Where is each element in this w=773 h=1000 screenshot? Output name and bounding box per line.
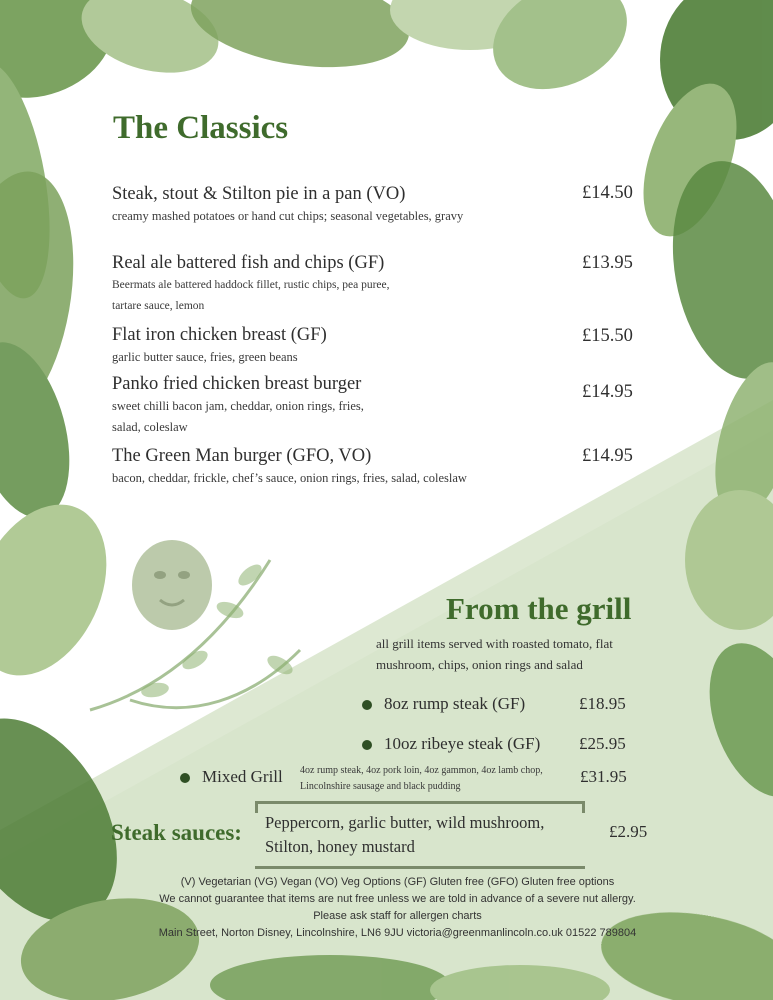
- sauce-line: Stilton, honey mustard: [265, 837, 415, 856]
- grill-item-price: £31.95: [580, 767, 627, 786]
- footer: [100, 874, 695, 942]
- allergen-note: Please ask staff for allergen charts: [313, 910, 482, 922]
- bullet-icon: [362, 740, 372, 750]
- grill-item: [362, 694, 525, 714]
- sauce-list: [265, 811, 544, 859]
- grill-item-name: 8oz rump steak (GF): [384, 694, 526, 713]
- menu-item: [112, 444, 484, 489]
- address-contact: Main Street, Norton Disney, Lincolnshire, LN6 9JU victoria@greenmanlincoln.co.uk 01522 789804: [158, 927, 637, 939]
- menu-item-price: £14.95: [582, 382, 633, 402]
- grill-item-price: £18.95: [579, 694, 626, 713]
- menu-item-desc: bacon, cheddar, frickle, chef’s sauce, onion rings, fries, salad, coleslaw: [112, 471, 467, 485]
- menu-item-name: Steak, stout & Stilton pie in a pan (VO): [112, 184, 406, 204]
- menu-item-desc: Beermats ale battered haddock fillet, rustic chips, pea puree, tartare sauce, lemon: [112, 279, 390, 312]
- grill-title: From the grill: [446, 591, 632, 626]
- menu-item: [112, 372, 484, 438]
- grill-intro: all grill items served with roasted tomato, flat mushroom, chips, onion rings and salad: [376, 636, 613, 672]
- menu-item: [112, 182, 484, 227]
- bullet-icon: [180, 773, 190, 783]
- menu-item: [112, 323, 484, 368]
- grill-item-desc: 4oz rump steak, 4oz pork loin, 4oz gammon, 4oz lamb chop, Lincolnshire sausage and black pudding: [300, 765, 543, 792]
- menu-item-name: Flat iron chicken breast (GF): [112, 325, 327, 345]
- grill-item-price: £25.95: [579, 734, 626, 753]
- grill-item: [362, 734, 540, 754]
- menu-item: [112, 251, 484, 317]
- menu-item-price: £15.50: [582, 326, 633, 346]
- sauces-title: Steak sauces:: [111, 820, 242, 845]
- menu-item-price: £14.95: [582, 446, 633, 466]
- grill-item-name: Mixed Grill: [202, 767, 283, 786]
- grill-item-name: 10oz ribeye steak (GF): [384, 734, 541, 753]
- menu-item-desc: garlic butter sauce, fries, green beans: [112, 350, 298, 364]
- nut-warning: We cannot guarantee that items are nut free unless we are told in advance of a severe nut allergy.: [159, 893, 636, 905]
- menu-item-name: The Green Man burger (GFO, VO): [112, 446, 372, 466]
- dietary-key: (V) Vegetarian (VG) Vegan (VO) Veg Options (GF) Gluten free (GFO) Gluten free options: [180, 876, 615, 888]
- menu-item-price: £14.50: [582, 183, 633, 203]
- menu-item-price: £13.95: [582, 253, 633, 273]
- menu-item-name: Panko fried chicken breast burger: [112, 374, 362, 394]
- classics-title: The Classics: [113, 110, 289, 146]
- menu-item-desc: sweet chilli bacon jam, cheddar, onion rings, fries, salad, coleslaw: [112, 399, 364, 434]
- bullet-icon: [362, 700, 372, 710]
- sauce-line: Peppercorn, garlic butter, wild mushroom,: [265, 813, 545, 832]
- sauce-price: £2.95: [609, 822, 648, 841]
- menu-item-name: Real ale battered fish and chips (GF): [112, 253, 385, 273]
- grill-item: [180, 767, 283, 787]
- sauce-box: [255, 801, 585, 869]
- menu-item-desc: creamy mashed potatoes or hand cut chips; seasonal vegetables, gravy: [112, 209, 464, 223]
